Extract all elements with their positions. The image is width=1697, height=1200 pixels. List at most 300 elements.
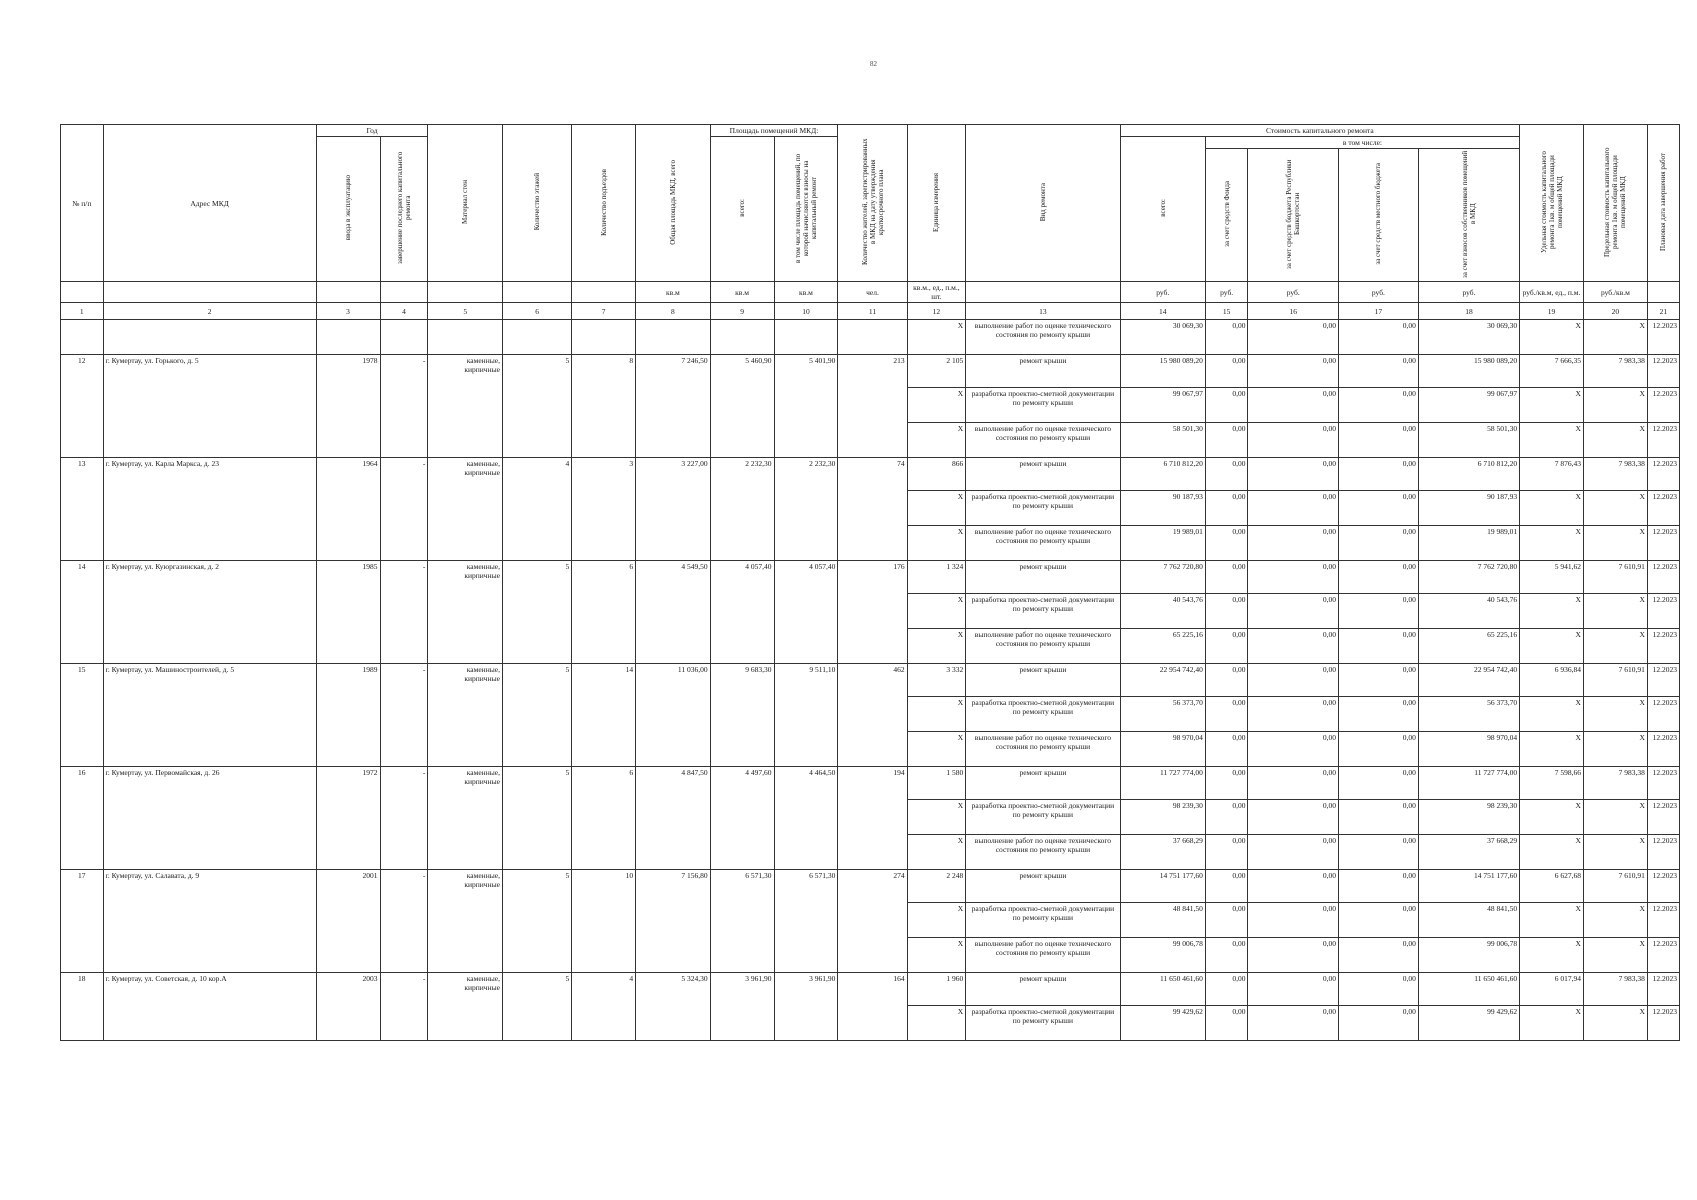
- cost-fund-cell: 0,00: [1205, 320, 1248, 355]
- premises-owned-cell: 9 511,10: [774, 664, 838, 767]
- unit-qty-cell: 3 332: [907, 664, 966, 697]
- header-entrances: Количество подъездов: [572, 125, 636, 282]
- max-cost-cell: X: [1583, 800, 1647, 835]
- cost-owners-cell: 48 841,50: [1418, 903, 1519, 938]
- cost-owners-cell: 98 239,30: [1418, 800, 1519, 835]
- residents-cell: 213: [838, 355, 907, 458]
- header-including: в том числе:: [1205, 137, 1519, 149]
- planned-date-cell: 12.2023: [1647, 491, 1679, 526]
- specific-cost-cell: X: [1520, 526, 1584, 561]
- max-cost-cell: 7 983,38: [1583, 458, 1647, 491]
- cost-local-cell: 0,00: [1338, 732, 1418, 767]
- premises-cell: 6 571,30: [710, 870, 774, 973]
- floors-cell: 5: [502, 973, 571, 1041]
- header-max-cost: Предельная стоимость капитального ремонта 1кв. м общей площади помещений МКД: [1583, 125, 1647, 282]
- entrances-cell: 10: [572, 870, 636, 973]
- walls-cell: каменные, кирпичные: [428, 767, 503, 870]
- specific-cost-cell: X: [1520, 491, 1584, 526]
- max-cost-cell: 7 983,38: [1583, 767, 1647, 800]
- table-row: [61, 320, 1680, 355]
- max-cost-cell: 7 610,91: [1583, 870, 1647, 903]
- address-cell: г. Кумертау, ул. Первомайская, д. 26: [103, 767, 316, 870]
- unit-qty-cell: X: [907, 629, 966, 664]
- cost-republic-cell: 0,00: [1248, 973, 1339, 1006]
- total-area-cell: 4 847,50: [636, 767, 711, 870]
- cost-total-cell: 99 006,78: [1120, 938, 1205, 973]
- cost-local-cell: 0,00: [1338, 697, 1418, 732]
- unit-qty-cell: X: [907, 320, 966, 355]
- entrances-cell: 6: [572, 561, 636, 664]
- entrances-cell: 8: [572, 355, 636, 458]
- max-cost-cell: 7 610,91: [1583, 664, 1647, 697]
- cost-owners-cell: 99 429,62: [1418, 1006, 1519, 1041]
- year-commission-cell: 1972: [316, 767, 380, 870]
- cost-local-cell: 0,00: [1338, 835, 1418, 870]
- column-number: 16: [1248, 303, 1339, 320]
- cost-total-cell: 6 710 812,20: [1120, 458, 1205, 491]
- specific-cost-cell: 7 876,43: [1520, 458, 1584, 491]
- floors-cell: 4: [502, 458, 571, 561]
- premises-cell: 2 232,30: [710, 458, 774, 561]
- cost-fund-cell: 0,00: [1205, 732, 1248, 767]
- header-cost-local: за счет средств местного бюджета: [1338, 149, 1418, 282]
- cost-owners-cell: 14 751 177,60: [1418, 870, 1519, 903]
- unit-area-b: кв.м: [710, 282, 774, 303]
- column-number: 9: [710, 303, 774, 320]
- specific-cost-cell: 5 941,62: [1520, 561, 1584, 594]
- cost-republic-cell: 0,00: [1248, 526, 1339, 561]
- unit-qty-cell: 2 105: [907, 355, 966, 388]
- planned-date-cell: 12.2023: [1647, 388, 1679, 423]
- year-commission-cell: 1985: [316, 561, 380, 664]
- header-cost-fund: за счет средств Фонда: [1205, 149, 1248, 282]
- header-cost-total: всего:: [1120, 137, 1205, 282]
- header-work-type: Вид ремонта: [966, 125, 1120, 282]
- cost-fund-cell: 0,00: [1205, 938, 1248, 973]
- specific-cost-cell: X: [1520, 423, 1584, 458]
- max-cost-cell: X: [1583, 903, 1647, 938]
- column-number: 4: [380, 303, 428, 320]
- premises-owned-cell: 6 571,30: [774, 870, 838, 973]
- column-number: 3: [316, 303, 380, 320]
- house-num-cell: 12: [61, 355, 104, 458]
- column-number: 19: [1520, 303, 1584, 320]
- cost-republic-cell: 0,00: [1248, 629, 1339, 664]
- cost-local-cell: 0,00: [1338, 800, 1418, 835]
- year-commission-cell: 2003: [316, 973, 380, 1041]
- empty-cell: [572, 320, 636, 355]
- premises-owned-cell: 5 401,90: [774, 355, 838, 458]
- cost-owners-cell: 99 067,97: [1418, 388, 1519, 423]
- table-row: [61, 355, 1680, 388]
- cost-local-cell: 0,00: [1338, 561, 1418, 594]
- max-cost-cell: X: [1583, 732, 1647, 767]
- cost-owners-cell: 19 989,01: [1418, 526, 1519, 561]
- empty-cell: [636, 320, 711, 355]
- planned-date-cell: 12.2023: [1647, 526, 1679, 561]
- total-area-cell: 4 549,50: [636, 561, 711, 664]
- max-cost-cell: X: [1583, 388, 1647, 423]
- unit-qty-cell: X: [907, 594, 966, 629]
- year-commission-cell: 1989: [316, 664, 380, 767]
- specific-cost-cell: X: [1520, 800, 1584, 835]
- specific-cost-cell: 6 627,68: [1520, 870, 1584, 903]
- cost-fund-cell: 0,00: [1205, 355, 1248, 388]
- cost-local-cell: 0,00: [1338, 355, 1418, 388]
- work-type-cell: выполнение работ по оценке технического состояния по ремонту крыши: [966, 835, 1120, 870]
- column-number-row: [61, 303, 1680, 320]
- cost-owners-cell: 6 710 812,20: [1418, 458, 1519, 491]
- cost-owners-cell: 65 225,16: [1418, 629, 1519, 664]
- address-cell: г. Кумертау, ул. Машиностроителей, д. 5: [103, 664, 316, 767]
- max-cost-cell: X: [1583, 423, 1647, 458]
- unit-qty-cell: 866: [907, 458, 966, 491]
- last-repair-cell: -: [380, 561, 428, 664]
- header-planned-date: Плановая дата завершения работ: [1647, 125, 1679, 282]
- cost-owners-cell: 58 501,30: [1418, 423, 1519, 458]
- cost-fund-cell: 0,00: [1205, 664, 1248, 697]
- work-type-cell: разработка проектно-сметной документации по ремонту крыши: [966, 388, 1120, 423]
- cost-local-cell: 0,00: [1338, 973, 1418, 1006]
- premises-owned-cell: 4 464,50: [774, 767, 838, 870]
- max-cost-cell: X: [1583, 835, 1647, 870]
- column-number: 15: [1205, 303, 1248, 320]
- cost-republic-cell: 0,00: [1248, 458, 1339, 491]
- empty-cell: [502, 320, 571, 355]
- cost-total-cell: 22 954 742,40: [1120, 664, 1205, 697]
- residents-cell: 462: [838, 664, 907, 767]
- header-year-last-repair: завершение последнего капитального ремонта: [380, 137, 428, 282]
- column-number: 8: [636, 303, 711, 320]
- specific-cost-cell: X: [1520, 388, 1584, 423]
- empty-cell: [838, 320, 907, 355]
- premises-cell: 9 683,30: [710, 664, 774, 767]
- house-num-cell: 15: [61, 664, 104, 767]
- cost-total-cell: 48 841,50: [1120, 903, 1205, 938]
- work-type-cell: ремонт крыши: [966, 458, 1120, 491]
- cost-total-cell: 7 762 720,80: [1120, 561, 1205, 594]
- residents-cell: 74: [838, 458, 907, 561]
- cost-total-cell: 11 650 461,60: [1120, 973, 1205, 1006]
- cost-republic-cell: 0,00: [1248, 903, 1339, 938]
- column-number: 5: [428, 303, 503, 320]
- planned-date-cell: 12.2023: [1647, 664, 1679, 697]
- unit-qty-cell: 1 960: [907, 973, 966, 1006]
- column-number: 2: [103, 303, 316, 320]
- unit-qty-cell: X: [907, 526, 966, 561]
- last-repair-cell: -: [380, 355, 428, 458]
- cost-total-cell: 65 225,16: [1120, 629, 1205, 664]
- cost-total-cell: 56 373,70: [1120, 697, 1205, 732]
- year-commission-cell: 1964: [316, 458, 380, 561]
- work-type-cell: разработка проектно-сметной документации по ремонту крыши: [966, 1006, 1120, 1041]
- cost-republic-cell: 0,00: [1248, 320, 1339, 355]
- cost-total-cell: 98 239,30: [1120, 800, 1205, 835]
- table-row: [61, 870, 1680, 903]
- header-year-group: Год: [316, 125, 428, 137]
- empty-cell: [774, 320, 838, 355]
- planned-date-cell: 12.2023: [1647, 903, 1679, 938]
- cost-republic-cell: 0,00: [1248, 561, 1339, 594]
- cost-owners-cell: 90 187,93: [1418, 491, 1519, 526]
- work-type-cell: ремонт крыши: [966, 767, 1120, 800]
- year-commission-cell: 1978: [316, 355, 380, 458]
- cost-republic-cell: 0,00: [1248, 938, 1339, 973]
- premises-cell: 5 460,90: [710, 355, 774, 458]
- specific-cost-cell: X: [1520, 903, 1584, 938]
- column-number: 1: [61, 303, 104, 320]
- empty-cell: [710, 320, 774, 355]
- walls-cell: каменные, кирпичные: [428, 973, 503, 1041]
- entrances-cell: 4: [572, 973, 636, 1041]
- entrances-cell: 14: [572, 664, 636, 767]
- table-row: [61, 767, 1680, 800]
- floors-cell: 5: [502, 355, 571, 458]
- max-cost-cell: 7 610,91: [1583, 561, 1647, 594]
- empty-cell: [316, 320, 380, 355]
- cost-local-cell: 0,00: [1338, 938, 1418, 973]
- unit-qty-cell: X: [907, 938, 966, 973]
- cost-fund-cell: 0,00: [1205, 458, 1248, 491]
- specific-cost-cell: X: [1520, 594, 1584, 629]
- planned-date-cell: 12.2023: [1647, 697, 1679, 732]
- work-type-cell: ремонт крыши: [966, 561, 1120, 594]
- cost-local-cell: 0,00: [1338, 1006, 1418, 1041]
- cost-total-cell: 90 187,93: [1120, 491, 1205, 526]
- cost-republic-cell: 0,00: [1248, 664, 1339, 697]
- walls-cell: каменные, кирпичные: [428, 870, 503, 973]
- total-area-cell: 7 156,80: [636, 870, 711, 973]
- cost-local-cell: 0,00: [1338, 423, 1418, 458]
- planned-date-cell: 12.2023: [1647, 458, 1679, 491]
- unit-qty-cell: X: [907, 697, 966, 732]
- cost-republic-cell: 0,00: [1248, 1006, 1339, 1041]
- header-total-area: Общая площадь МКД, всего: [636, 125, 711, 282]
- floors-cell: 5: [502, 870, 571, 973]
- address-cell: г. Кумертау, ул. Салавата, д. 9: [103, 870, 316, 973]
- column-number: 6: [502, 303, 571, 320]
- last-repair-cell: -: [380, 870, 428, 973]
- planned-date-cell: 12.2023: [1647, 870, 1679, 903]
- cost-local-cell: 0,00: [1338, 903, 1418, 938]
- max-cost-cell: X: [1583, 594, 1647, 629]
- total-area-cell: 3 227,00: [636, 458, 711, 561]
- header-unit: Единица измерения: [907, 125, 966, 282]
- unit-qty-cell: X: [907, 388, 966, 423]
- cost-fund-cell: 0,00: [1205, 594, 1248, 629]
- table-row: [61, 664, 1680, 697]
- header-cost-owners: за счет взносов собственников помещений в МКД: [1418, 149, 1519, 282]
- cost-owners-cell: 22 954 742,40: [1418, 664, 1519, 697]
- cost-fund-cell: 0,00: [1205, 1006, 1248, 1041]
- cost-owners-cell: 11 650 461,60: [1418, 973, 1519, 1006]
- cost-republic-cell: 0,00: [1248, 388, 1339, 423]
- address-cell: г. Кумертау, ул. Куюргазинская, д. 2: [103, 561, 316, 664]
- floors-cell: 5: [502, 561, 571, 664]
- cost-owners-cell: 99 006,78: [1418, 938, 1519, 973]
- walls-cell: каменные, кирпичные: [428, 664, 503, 767]
- house-num-cell: 16: [61, 767, 104, 870]
- cost-fund-cell: 0,00: [1205, 973, 1248, 1006]
- cost-owners-cell: 98 970,04: [1418, 732, 1519, 767]
- total-area-cell: 5 324,30: [636, 973, 711, 1041]
- column-number: 20: [1583, 303, 1647, 320]
- unit-rub-fund: руб.: [1205, 282, 1248, 303]
- residents-cell: 274: [838, 870, 907, 973]
- cost-local-cell: 0,00: [1338, 664, 1418, 697]
- residents-cell: 164: [838, 973, 907, 1041]
- cost-local-cell: 0,00: [1338, 629, 1418, 664]
- specific-cost-cell: 6 936,84: [1520, 664, 1584, 697]
- walls-cell: каменные, кирпичные: [428, 561, 503, 664]
- header-premises-owned: в том числе площадь помещений, по которой начисляются взносы на капитальный ремонт: [774, 137, 838, 282]
- empty-cell: [61, 320, 104, 355]
- cost-total-cell: 37 668,29: [1120, 835, 1205, 870]
- cost-local-cell: 0,00: [1338, 767, 1418, 800]
- cost-republic-cell: 0,00: [1248, 767, 1339, 800]
- column-number: 10: [774, 303, 838, 320]
- house-num-cell: 18: [61, 973, 104, 1041]
- premises-owned-cell: 3 961,90: [774, 973, 838, 1041]
- total-area-cell: 7 246,50: [636, 355, 711, 458]
- work-type-cell: разработка проектно-сметной документации по ремонту крыши: [966, 491, 1120, 526]
- work-type-cell: выполнение работ по оценке технического состояния по ремонту крыши: [966, 629, 1120, 664]
- entrances-cell: 6: [572, 767, 636, 870]
- max-cost-cell: X: [1583, 1006, 1647, 1041]
- cost-total-cell: 30 069,30: [1120, 320, 1205, 355]
- unit-rub-max: руб./кв.м: [1583, 282, 1647, 303]
- cost-fund-cell: 0,00: [1205, 423, 1248, 458]
- header-year-commission: ввода в эксплуатацию: [316, 137, 380, 282]
- cost-total-cell: 99 429,62: [1120, 1006, 1205, 1041]
- planned-date-cell: 12.2023: [1647, 732, 1679, 767]
- cost-republic-cell: 0,00: [1248, 355, 1339, 388]
- work-type-cell: выполнение работ по оценке технического состояния по ремонту крыши: [966, 423, 1120, 458]
- cost-total-cell: 99 067,97: [1120, 388, 1205, 423]
- work-type-cell: ремонт крыши: [966, 870, 1120, 903]
- premises-cell: 4 057,40: [710, 561, 774, 664]
- cost-republic-cell: 0,00: [1248, 594, 1339, 629]
- cost-owners-cell: 37 668,29: [1418, 835, 1519, 870]
- cost-fund-cell: 0,00: [1205, 767, 1248, 800]
- column-number: 12: [907, 303, 966, 320]
- cost-owners-cell: 15 980 089,20: [1418, 355, 1519, 388]
- specific-cost-cell: X: [1520, 835, 1584, 870]
- header-cost-republic: за счет средств бюджета Республики Башкортостан: [1248, 149, 1339, 282]
- header-premises-group: Площадь помещений МКД:: [710, 125, 838, 137]
- unit-people: чел.: [838, 282, 907, 303]
- planned-date-cell: 12.2023: [1647, 767, 1679, 800]
- unit-qty-cell: X: [907, 423, 966, 458]
- empty-cell: [428, 320, 503, 355]
- cost-total-cell: 58 501,30: [1120, 423, 1205, 458]
- planned-date-cell: 12.2023: [1647, 561, 1679, 594]
- walls-cell: каменные, кирпичные: [428, 458, 503, 561]
- last-repair-cell: -: [380, 973, 428, 1041]
- header-specific-cost: Удельная стоимость капитального ремонта 1кв. м общей площади помещений МКД: [1520, 125, 1584, 282]
- max-cost-cell: X: [1583, 526, 1647, 561]
- unit-qty-cell: 1 324: [907, 561, 966, 594]
- specific-cost-cell: 6 017,94: [1520, 973, 1584, 1006]
- cost-republic-cell: 0,00: [1248, 697, 1339, 732]
- year-commission-cell: 2001: [316, 870, 380, 973]
- house-num-cell: 14: [61, 561, 104, 664]
- planned-date-cell: 12.2023: [1647, 355, 1679, 388]
- last-repair-cell: -: [380, 664, 428, 767]
- header-residents: Количество жителей, зарегистрированных в МКД на дату утверждения краткосрочного плана: [838, 125, 907, 282]
- max-cost-cell: 7 983,38: [1583, 355, 1647, 388]
- cost-owners-cell: 40 543,76: [1418, 594, 1519, 629]
- header-walls: Материал стен: [428, 125, 503, 282]
- cost-republic-cell: 0,00: [1248, 835, 1339, 870]
- cost-total-cell: 14 751 177,60: [1120, 870, 1205, 903]
- work-type-cell: выполнение работ по оценке технического состояния по ремонту крыши: [966, 320, 1120, 355]
- cost-total-cell: 19 989,01: [1120, 526, 1205, 561]
- cost-local-cell: 0,00: [1338, 458, 1418, 491]
- unit-measure: кв.м., ед., п.м., шт.: [907, 282, 966, 303]
- max-cost-cell: X: [1583, 629, 1647, 664]
- cost-total-cell: 15 980 089,20: [1120, 355, 1205, 388]
- table-row: [61, 561, 1680, 594]
- address-cell: г. Кумертау, ул. Советская, д. 10 кор.А: [103, 973, 316, 1041]
- unit-rub-rep: руб.: [1248, 282, 1339, 303]
- work-type-cell: ремонт крыши: [966, 355, 1120, 388]
- table-row: [61, 973, 1680, 1006]
- unit-qty-cell: 1 580: [907, 767, 966, 800]
- cost-owners-cell: 7 762 720,80: [1418, 561, 1519, 594]
- total-area-cell: 11 036,00: [636, 664, 711, 767]
- specific-cost-cell: X: [1520, 320, 1584, 355]
- unit-qty-cell: X: [907, 835, 966, 870]
- cost-local-cell: 0,00: [1338, 388, 1418, 423]
- cost-fund-cell: 0,00: [1205, 835, 1248, 870]
- unit-qty-cell: X: [907, 732, 966, 767]
- specific-cost-cell: 7 666,35: [1520, 355, 1584, 388]
- specific-cost-cell: X: [1520, 1006, 1584, 1041]
- header-premises-total: всего:: [710, 137, 774, 282]
- unit-area-c: кв.м: [774, 282, 838, 303]
- column-number: 13: [966, 303, 1120, 320]
- cost-fund-cell: 0,00: [1205, 800, 1248, 835]
- cost-local-cell: 0,00: [1338, 320, 1418, 355]
- specific-cost-cell: X: [1520, 732, 1584, 767]
- address-cell: г. Кумертау, ул. Карла Маркса, д. 23: [103, 458, 316, 561]
- specific-cost-cell: 7 598,66: [1520, 767, 1584, 800]
- unit-qty-cell: X: [907, 903, 966, 938]
- specific-cost-cell: X: [1520, 629, 1584, 664]
- cost-local-cell: 0,00: [1338, 526, 1418, 561]
- cost-republic-cell: 0,00: [1248, 423, 1339, 458]
- last-repair-cell: -: [380, 458, 428, 561]
- work-type-cell: выполнение работ по оценке технического состояния по ремонту крыши: [966, 938, 1120, 973]
- planned-date-cell: 12.2023: [1647, 1006, 1679, 1041]
- cost-fund-cell: 0,00: [1205, 491, 1248, 526]
- cost-fund-cell: 0,00: [1205, 903, 1248, 938]
- empty-cell: [380, 320, 428, 355]
- last-repair-cell: -: [380, 767, 428, 870]
- work-type-cell: выполнение работ по оценке технического состояния по ремонту крыши: [966, 732, 1120, 767]
- header-num: № п/п: [61, 125, 104, 282]
- cost-fund-cell: 0,00: [1205, 388, 1248, 423]
- cost-fund-cell: 0,00: [1205, 629, 1248, 664]
- cost-total-cell: 98 970,04: [1120, 732, 1205, 767]
- floors-cell: 5: [502, 767, 571, 870]
- unit-qty-cell: 2 248: [907, 870, 966, 903]
- cost-total-cell: 40 543,76: [1120, 594, 1205, 629]
- floors-cell: 5: [502, 664, 571, 767]
- max-cost-cell: X: [1583, 320, 1647, 355]
- house-num-cell: 13: [61, 458, 104, 561]
